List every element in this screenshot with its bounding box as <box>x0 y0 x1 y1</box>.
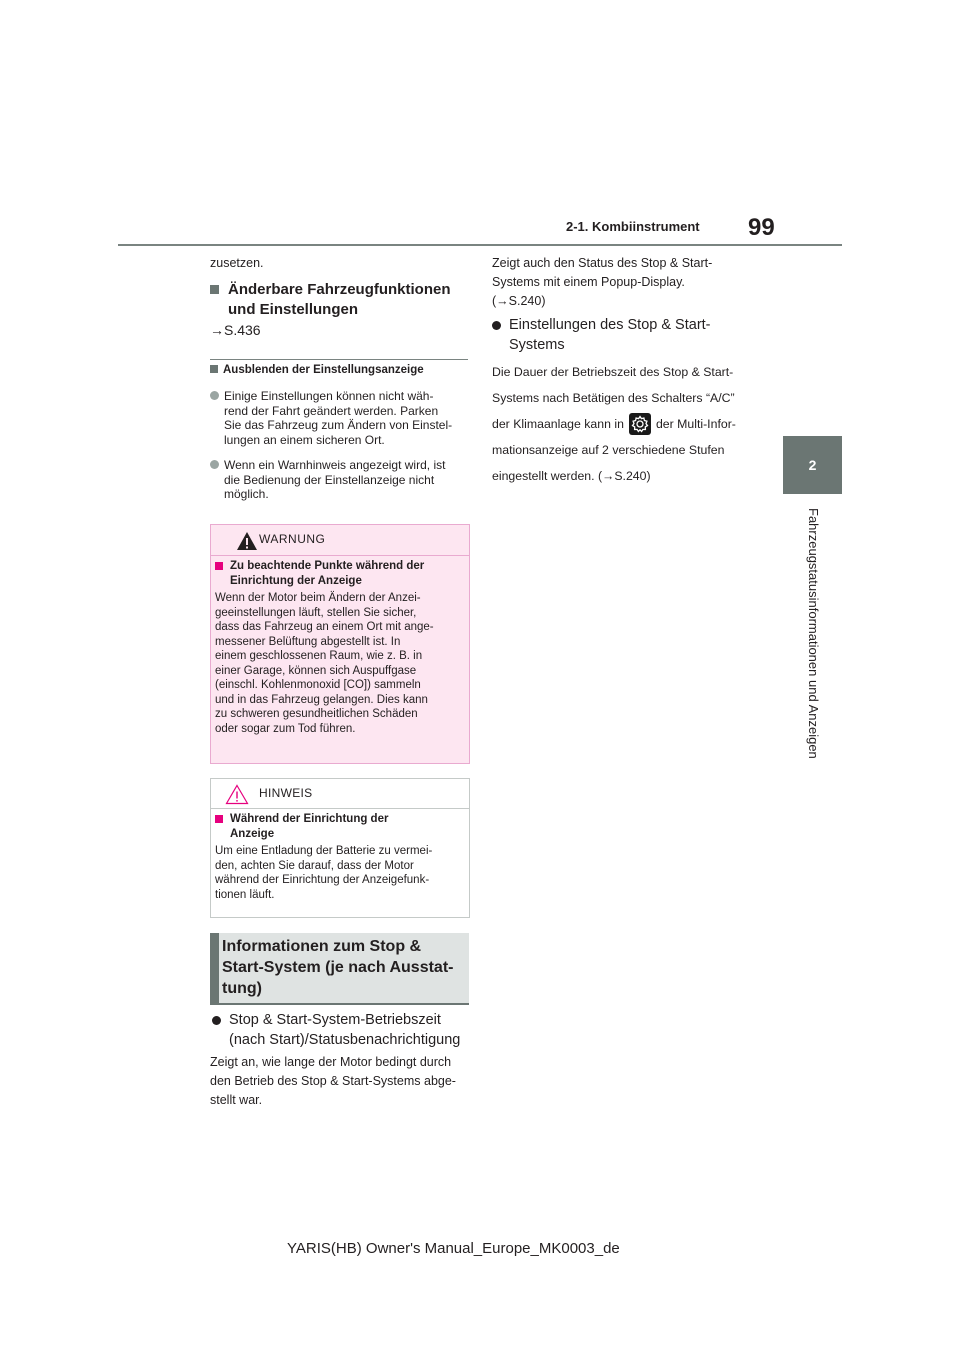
item-title-line: Systems <box>509 337 565 353</box>
page-number: 99 <box>748 214 775 241</box>
text-line: Sie das Fahrzeug zum Ändern von Einstel- <box>224 418 453 432</box>
hint-text-line: tionen läuft. <box>215 888 275 901</box>
text-line: möglich. <box>224 487 269 501</box>
list-item <box>210 458 468 502</box>
text-line: Systems nach Betätigen des Schalters “A/C” <box>492 391 735 405</box>
gear-icon <box>629 413 651 435</box>
heading-square-icon <box>210 285 219 294</box>
hint-triangle-icon <box>225 784 249 805</box>
text-line: Einige Einstellungen können nicht wäh- <box>224 389 434 403</box>
hint-title-line: Anzeige <box>230 827 275 840</box>
warning-text-line: dass das Fahrzeug an einem Ort mit ange- <box>215 621 434 633</box>
stop-start-settings-item <box>492 315 754 355</box>
chapter-side-label-text: Fahrzeugstatusinformationen und Anzeigen <box>806 508 821 759</box>
warning-title-line: Zu beachtende Punkte während der <box>230 560 425 572</box>
text-line: die Bedienung der Einstellanzeige nicht <box>224 472 435 487</box>
hint-text-line: den, achten Sie darauf, dass der Motor <box>215 859 414 872</box>
text-line: mationsanzeige auf 2 verschiedene Stufen <box>492 443 725 457</box>
warning-text-line: einem geschlossenen Raum, wie z. B. in <box>215 650 423 662</box>
footer-manual-id: YARIS(HB) Owner's Manual_Europe_MK0003_de <box>287 1240 620 1257</box>
page-reference-link[interactable]: →S.436 <box>210 322 261 338</box>
hide-settings-heading <box>210 364 424 376</box>
warning-text-line: messener Belüftung abgestellt ist. In <box>215 635 401 648</box>
warning-header <box>211 525 469 556</box>
warning-label: WARNUNG <box>259 532 326 546</box>
heading-line: Änderbare Fahrzeugfunktionen <box>228 281 451 298</box>
heading-accent-bar <box>210 933 219 1003</box>
bullet-dot-icon <box>210 460 219 469</box>
heading-changeable-functions <box>210 280 468 320</box>
warning-title-line: Einrichtung der Anzeige <box>230 574 362 587</box>
text-line-with-icon <box>492 411 762 437</box>
subheading-square-icon <box>210 365 218 373</box>
warning-text-line: einer Garage, können sich Auspuffgase <box>215 664 417 677</box>
text-segment: der Klimaanlage kann in <box>492 417 624 431</box>
stop-start-runtime-description <box>210 1053 472 1110</box>
chapter-tab[interactable]: 2 <box>783 436 842 494</box>
hint-text-line: während der Einrichtung der Anzeigefunk- <box>215 874 430 886</box>
item-title-line: (nach Start)/Statusbenachrichtigung <box>229 1032 461 1048</box>
hint-label: HINWEIS <box>259 786 313 800</box>
warning-text-line: geeinstellungen läuft, stellen Sie sicher, <box>215 606 417 619</box>
stop-start-runtime-item <box>212 1010 474 1050</box>
text-line: Die Dauer der Betriebszeit des Stop & Start- <box>492 365 734 379</box>
list-item <box>210 389 468 447</box>
text-line: rend der Fahrt geändert werden. Parken <box>224 403 439 418</box>
text-line: stellt war. <box>210 1093 263 1107</box>
heading-line: Start-System (je nach Ausstat- <box>222 959 454 976</box>
warning-box <box>210 524 470 764</box>
bullet-dot-icon <box>492 321 501 330</box>
heading-line: tung) <box>222 980 262 997</box>
section-title: 2-1. Kombiinstrument <box>566 219 700 234</box>
warning-text-line: Wenn der Motor beim Ändern der Anzei- <box>215 592 421 604</box>
status-popup-text <box>492 254 754 311</box>
warning-text-line: zu schweren gesundheitlichen Schäden <box>215 708 418 720</box>
hint-square-icon <box>215 815 223 823</box>
header-divider <box>118 244 842 246</box>
text-segment: der Multi-Infor- <box>655 417 736 431</box>
text-line: Zeigt auch den Status des Stop & Start- <box>492 256 713 270</box>
hide-settings-title: Ausblenden der Einstellungsanzeige <box>223 364 424 376</box>
item-title-line: Stop & Start-System-Betriebszeit <box>229 1012 441 1028</box>
info-section-title <box>222 936 466 999</box>
text-line: lungen an einem sicheren Ort. <box>224 432 385 447</box>
text-line: den Betrieb des Stop & Start-Systems abge- <box>210 1074 456 1088</box>
bullet-dot-icon <box>212 1016 221 1025</box>
stop-start-settings-description <box>492 359 762 489</box>
warning-content <box>215 559 465 736</box>
chapter-side-label <box>801 508 821 770</box>
text-line: Wenn ein Warnhinweis angezeigt wird, ist <box>224 458 446 472</box>
warning-triangle-icon <box>236 531 258 551</box>
hint-header <box>211 779 469 809</box>
hint-box <box>210 778 470 918</box>
bullet-dot-icon <box>210 391 219 400</box>
page-reference-link[interactable]: (→S.240) <box>492 294 546 308</box>
subsection-divider <box>210 359 468 360</box>
hint-title-line: Während der Einrichtung der <box>230 813 389 825</box>
intro-fragment: zusetzen. <box>210 256 264 270</box>
heading-line: und Einstellungen <box>228 301 358 318</box>
heading-line: Informationen zum Stop & <box>222 938 422 955</box>
warning-square-icon <box>215 562 223 570</box>
item-title-line: Einstellungen des Stop & Start- <box>509 317 711 333</box>
hint-content <box>215 812 465 902</box>
text-line: Systems mit einem Popup-Display. <box>492 275 685 289</box>
warning-text-line: (einschl. Kohlenmonoxid [CO]) sammeln <box>215 679 421 691</box>
text-line: Zeigt an, wie lange der Motor bedingt durch <box>210 1055 452 1069</box>
warning-text-line: oder sogar zum Tod führen. <box>215 722 356 735</box>
hint-text-line: Um eine Entladung der Batterie zu vermei- <box>215 845 433 857</box>
info-section-heading <box>210 933 469 1005</box>
text-line: eingestellt werden. (→S.240) <box>492 469 651 483</box>
warning-text-line: und in das Fahrzeug gelangen. Dies kann <box>215 693 428 706</box>
